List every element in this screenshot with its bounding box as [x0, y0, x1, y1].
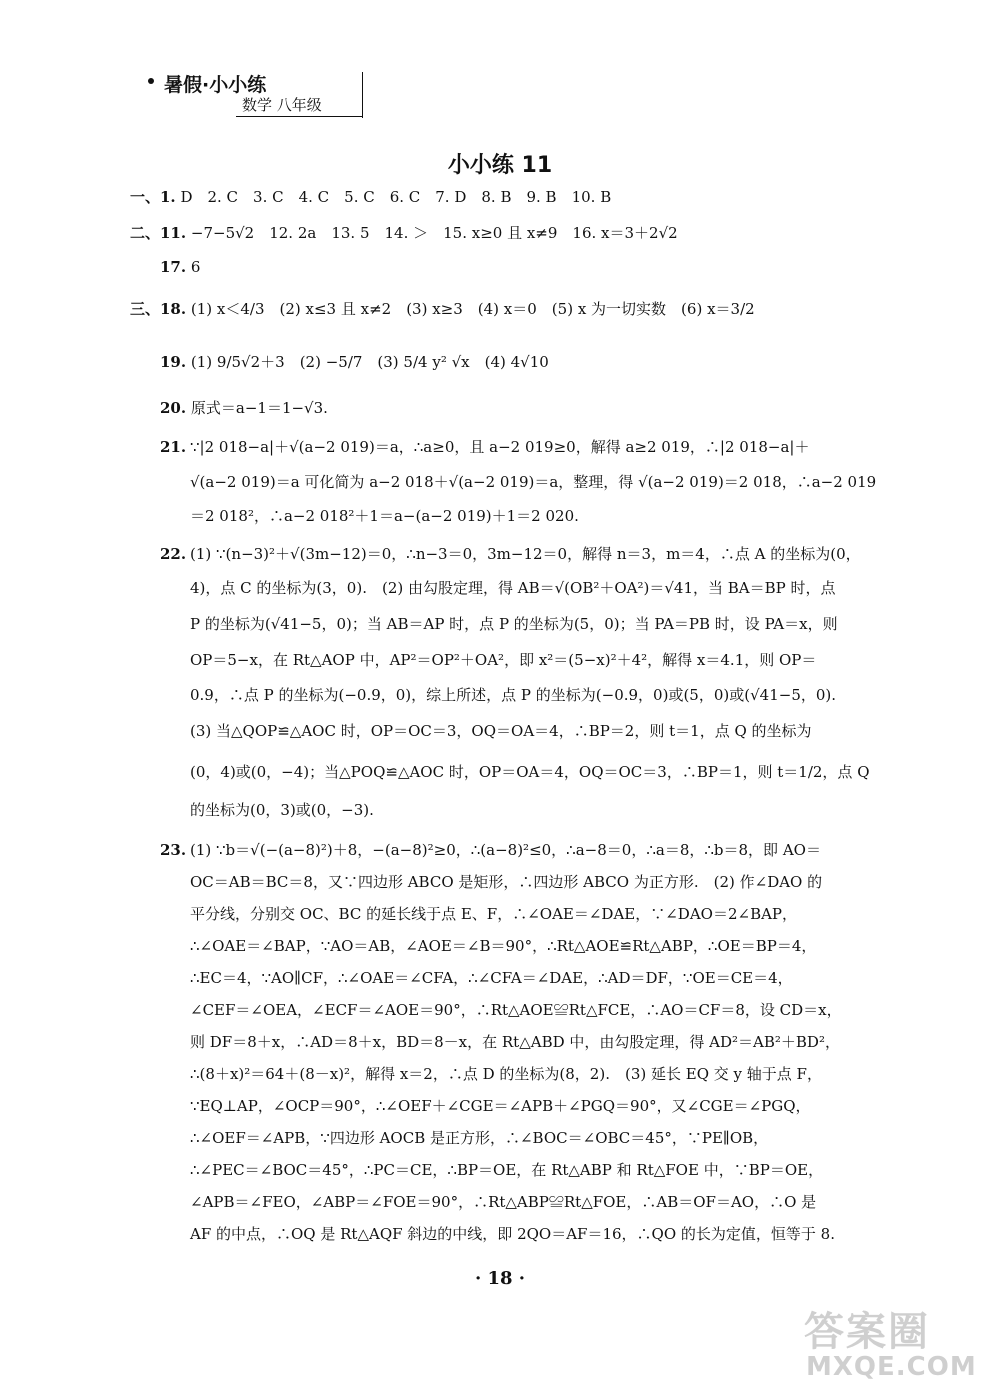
watermark-text: 答案圈: [804, 1309, 930, 1355]
answer-text: −7−5√2 12. 2a 13. 5 14. ＞ 15. x≥0 且 x≠9 16. x＝3＋2√2: [190, 224, 678, 242]
answer-line: (3) 当△QOP≌△AOC 时，OP＝OC＝3，OQ＝OA＝4，∴BP＝2，则 t＝1，点 Q 的坐标为: [190, 722, 812, 740]
answer-label: 20.: [160, 399, 187, 417]
answer-line: 4)，点 C 的坐标为(3，0). (2) 由勾股定理，得 AB＝√(OB²＋OA²)＝√41，当 BA＝BP 时，点: [190, 579, 836, 597]
answer-line: ∴∠PEC＝∠BOC＝45°，∴PC＝CE，∴BP＝OE，在 Rt△ABP 和 Rt△FOE 中，∵BP＝OE，: [190, 1161, 824, 1179]
answer-line: AF 的中点，∴OQ 是 Rt△AQF 斜边的中线，即 2QO＝AF＝16，∴QO 的长为定值，恒等于 8.: [190, 1225, 835, 1243]
answer-label: 三、18.: [130, 300, 187, 318]
answer-line: 则 DF＝8＋x，∴AD＝8＋x，BD＝8－x，在 Rt△ABD 中，由勾股定理，得 AD²＝AB²＋BD²，: [190, 1033, 840, 1051]
page-title: 小小练 11: [447, 153, 553, 178]
answer-label: 23.: [160, 841, 187, 859]
answer-line: P 的坐标为(√41−5，0)；当 AB＝AP 时，点 P 的坐标为(5，0)；当 PA＝PB 时，设 PA＝x，则: [190, 615, 838, 633]
answer-row-11-16: [130, 223, 870, 243]
answer-row-20: [160, 398, 900, 418]
answer-label: 一、1.: [130, 188, 176, 206]
answer-row-17: [160, 257, 900, 277]
page-number: · 18 ·: [474, 1268, 526, 1289]
answer-text: D 2. C 3. C 4. C 5. C 6. C 7. D 8. B 9. B 10. B: [180, 188, 612, 206]
answer-label: 17.: [160, 258, 187, 276]
answer-line: 0.9，∴点 P 的坐标为(−0.9，0)，综上所述，点 P 的坐标为(−0.9，0)或(5，0)或(√41−5，0).: [190, 686, 837, 704]
answer-row-1-10: [130, 187, 870, 207]
watermark-logo: [800, 1300, 990, 1382]
answer-label: 21.: [160, 438, 187, 456]
subject-grade: 数学 八年级: [242, 96, 322, 114]
answer-line: (1) ∵b＝√(−(a−8)²)＋8，−(a−8)²≥0，∴(a−8)²≤0，∴a−8＝0，∴a＝8，∴b＝8，即 AO＝: [190, 841, 821, 859]
answer-label: 19.: [160, 353, 187, 371]
answer-line: ∴(8＋x)²＝64＋(8－x)²，解得 x＝2，∴点 D 的坐标为(8，2). (3) 延长 EQ 交 y 轴于点 F，: [190, 1065, 822, 1083]
watermark-url: MXQE.COM: [806, 1352, 977, 1382]
answer-label: 二、11.: [130, 224, 187, 242]
answer-text: (1) x＜4/3 (2) x≤3 且 x≠2 (3) x≥3 (4) x＝0 (5) x 为一切实数 (6) x＝3/2: [190, 300, 755, 318]
answer-line: OC＝AB＝BC＝8，又∵四边形 ABCO 是矩形，∴四边形 ABCO 为正方形. (2) 作∠DAO 的: [190, 873, 823, 891]
header-divider-vertical: [362, 72, 363, 118]
series-title: 暑假·小小练: [164, 74, 267, 96]
answer-line: 平分线，分别交 OC、BC 的延长线于点 E、F，∴∠OAE＝∠DAE，∵∠DAO＝2∠BAP，: [190, 905, 798, 923]
answer-line: √(a−2 019)＝a 可化简为 a−2 018＋√(a−2 019)＝a，整理，得 √(a−2 019)＝2 018，∴a−2 019: [190, 473, 877, 491]
answer-line: ∴∠OEF＝∠APB，∵四边形 AOCB 是正方形，∴∠BOC＝∠OBC＝45°，∵PE∥OB，: [190, 1129, 769, 1147]
answer-line: OP＝5−x，在 Rt△AOP 中，AP²＝OP²＋OA²，即 x²＝(5−x)²＋4²，解得 x＝4.1，则 OP＝: [190, 651, 817, 669]
answer-text: (1) 9/5√2＋3 (2) −5/7 (3) 5/4 y² √x (4) 4√10: [190, 353, 549, 371]
answer-text: 原式＝a−1＝1−√3.: [190, 399, 328, 417]
answer-line: (1) ∵(n−3)²＋√(3m−12)＝0，∴n−3＝0，3m−12＝0，解得 n＝3，m＝4，∴点 A 的坐标为(0，: [190, 545, 861, 563]
answer-line: ∠APB＝∠FEO，∠ABP＝∠FOE＝90°，∴Rt△ABP≌Rt△FOE，∴AB＝OF＝AO，∴O 是: [190, 1193, 817, 1211]
answer-line: ∵|2 018−a|＋√(a−2 019)＝a，∴a≥0，且 a−2 019≥0，解得 a≥2 019，∴|2 018−a|＋: [190, 438, 810, 456]
answer-line: ∴EC＝4，∵AO∥CF，∴∠OAE＝∠CFA，∴∠CFA＝∠DAE，∴AD＝DF，∵OE＝CE＝4，: [190, 969, 793, 987]
bullet-dot-icon: [148, 78, 154, 84]
answer-row-18: [130, 299, 870, 319]
answer-label: 22.: [160, 545, 187, 563]
answer-line: ＝2 018²，∴a−2 018²＋1＝a−(a−2 019)＋1＝2 020.: [190, 507, 579, 525]
answer-row-19: [160, 352, 900, 372]
answer-line: ∴∠OAE＝∠BAP，∵AO＝AB，∠AOE＝∠B＝90°，∴Rt△AOE≌Rt△ABP，∴OE＝BP＝4，: [190, 937, 817, 955]
answer-line: 的坐标为(0，3)或(0，−3).: [190, 801, 374, 819]
header-divider-horizontal: [236, 116, 362, 117]
answer-line: ∵EQ⊥AP，∠OCP＝90°，∴∠OEF＋∠CGE＝∠APB＋∠PGQ＝90°，又∠CGE＝∠PGQ，: [190, 1097, 811, 1115]
answer-line: ∠CEF＝∠OEA，∠ECF＝∠AOE＝90°，∴Rt△AOE≌Rt△FCE，∴AO＝CF＝8，设 CD＝x，: [190, 1001, 842, 1019]
answer-text: 6: [190, 258, 201, 276]
answer-line: (0，4)或(0，−4)；当△POQ≌△AOC 时，OP＝OA＝4，OQ＝OC＝3，∴BP＝1，则 t＝1/2，点 Q: [190, 763, 870, 781]
